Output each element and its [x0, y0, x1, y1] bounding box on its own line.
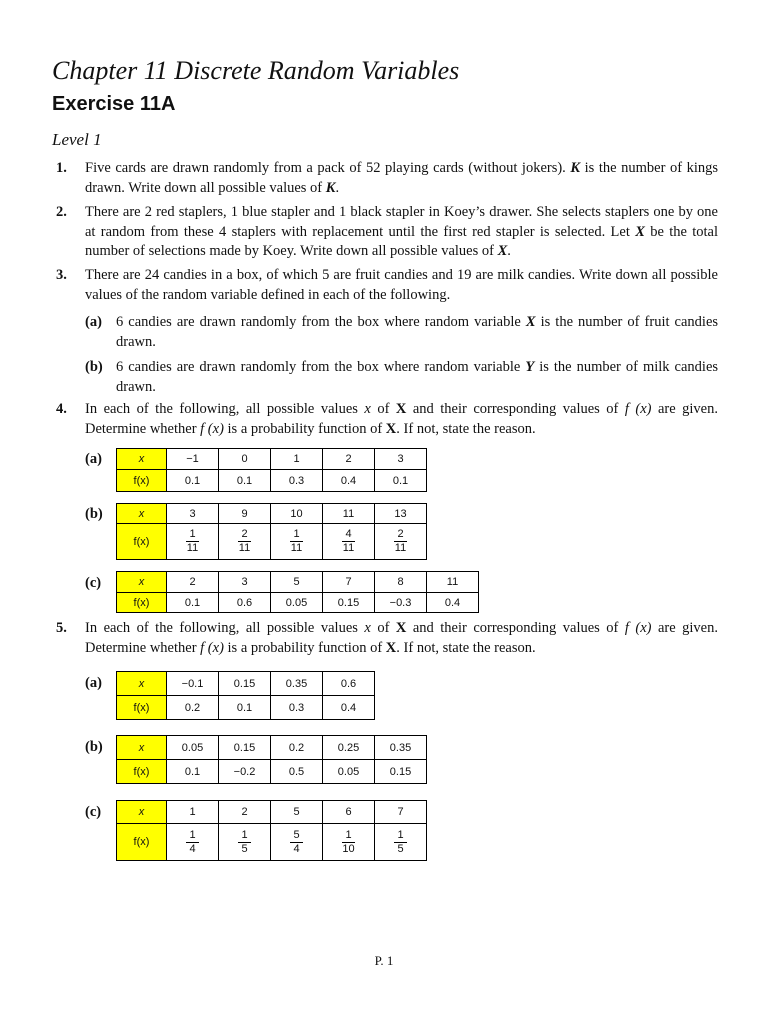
probability-table-4a: [116, 448, 427, 492]
x-header-cell: x: [117, 572, 167, 593]
fraction: $\frac{1}{4}$: [186, 829, 198, 856]
fx-cell: 0.1: [167, 470, 219, 492]
part-label: (b): [85, 359, 103, 375]
table-label-4c: (c): [85, 575, 102, 591]
x-cell: 11: [323, 504, 375, 524]
fx-cell: 0.2: [167, 696, 219, 720]
x-cell: 1: [167, 801, 219, 824]
x-cell: 5: [271, 801, 323, 824]
question-number: 2.: [56, 204, 67, 220]
fx-cell: [219, 824, 271, 861]
x-cell: 3: [219, 572, 271, 593]
question-number: 3.: [56, 267, 67, 283]
part-text: 6 candies are drawn randomly from the box where random variable Y is the number of milk candies drawn.: [116, 359, 719, 395]
x-cell: 0.25: [323, 736, 375, 760]
x-cell: 0.05: [167, 736, 219, 760]
probability-table-5c: [116, 800, 427, 861]
question-text: Five cards are drawn randomly from a pack of 52 playing cards (without jokers). K is the number of kings drawn. Write down all possible values of K.: [85, 160, 719, 196]
exercise-title: Exercise 11A: [52, 93, 176, 115]
fx-header-cell: f(x): [117, 760, 167, 784]
page-number: P. 1: [374, 953, 394, 968]
fx-cell: [271, 524, 323, 560]
x-cell: −1: [167, 449, 219, 470]
question-3: [56, 266, 718, 305]
table-label-5a: (a): [85, 675, 102, 691]
x-cell: 0.15: [219, 736, 271, 760]
fx-row: [117, 760, 427, 784]
fx-cell: 0.05: [271, 593, 323, 613]
x-cell: 2: [219, 801, 271, 824]
fx-cell: 0.1: [167, 760, 219, 784]
fx-header-cell: f(x): [117, 524, 167, 560]
question-2: [56, 203, 718, 262]
table-label-5c: (c): [85, 804, 102, 820]
fx-cell: 0.4: [323, 470, 375, 492]
fx-cell: 0.4: [427, 593, 479, 613]
x-cell: 0.15: [219, 672, 271, 696]
fx-cell: [323, 524, 375, 560]
x-cell: 3: [375, 449, 427, 470]
x-row: [117, 801, 427, 824]
fx-cell: 0.1: [167, 593, 219, 613]
fraction: $\frac{1}{11}$: [186, 528, 199, 554]
x-header-cell: x: [117, 801, 167, 824]
x-row: [117, 504, 427, 524]
question-number: 1.: [56, 160, 67, 176]
x-cell: 10: [271, 504, 323, 524]
x-header-cell: x: [117, 504, 167, 524]
question-4: [56, 400, 718, 439]
x-header-cell: x: [117, 449, 167, 470]
chapter-title: Chapter 11 Discrete Random Variables: [52, 56, 460, 85]
part-label: (a): [85, 314, 102, 330]
fraction: $\frac{2}{11}$: [238, 528, 251, 554]
question-text: In each of the following, all possible values x of X and their corresponding values of f (x) are given. Determine whether f (x) is a probability function of X. If not, state the reason.: [85, 620, 718, 656]
fx-cell: 0.1: [219, 696, 271, 720]
x-cell: 9: [219, 504, 271, 524]
x-row: [117, 449, 427, 470]
x-row: [117, 572, 479, 593]
question-1: [56, 159, 718, 198]
x-cell: 6: [323, 801, 375, 824]
fx-row: [117, 696, 375, 720]
fx-header-cell: f(x): [117, 470, 167, 492]
fx-row: [117, 593, 479, 613]
fx-cell: [375, 824, 427, 861]
table-label-4a: (a): [85, 451, 102, 467]
x-cell: 8: [375, 572, 427, 593]
question-text: There are 2 red staplers, 1 blue stapler and 1 black stapler in Koey’s drawer. She selects staplers one by one at random from these 4 staplers with replacement until the first red stapler is selected. Let X be the total number of selections made by Koey. Write down all possible values of X.: [85, 204, 719, 259]
x-cell: 7: [375, 801, 427, 824]
probability-table-4b: [116, 503, 427, 560]
x-header-cell: x: [117, 672, 167, 696]
x-cell: 0.35: [375, 736, 427, 760]
fx-header-cell: f(x): [117, 824, 167, 861]
fx-cell: 0.15: [323, 593, 375, 613]
fraction: $\frac{1}{10}$: [342, 828, 355, 855]
x-header-cell: x: [117, 736, 167, 760]
fraction: $\frac{1}{11}$: [290, 528, 303, 554]
fx-row: [117, 824, 427, 861]
fx-cell: [167, 824, 219, 861]
fx-row: [117, 524, 427, 560]
question-number: 4.: [56, 401, 67, 417]
fx-cell: 0.1: [375, 470, 427, 492]
x-cell: 11: [427, 572, 479, 593]
fraction: $\frac{4}{11}$: [342, 528, 355, 554]
fraction: $\frac{1}{5}$: [238, 829, 250, 856]
part-text: 6 candies are drawn randomly from the box where random variable X is the number of fruit candies drawn.: [116, 314, 719, 350]
fx-cell: 0.6: [219, 593, 271, 613]
x-cell: 0.6: [323, 672, 375, 696]
fx-cell: 0.4: [323, 696, 375, 720]
x-cell: 5: [271, 572, 323, 593]
x-cell: 0: [219, 449, 271, 470]
probability-table-4c: [116, 571, 479, 613]
x-cell: 3: [167, 504, 219, 524]
x-cell: 2: [167, 572, 219, 593]
fx-cell: −0.3: [375, 593, 427, 613]
fx-cell: 0.1: [219, 470, 271, 492]
fx-cell: [375, 524, 427, 560]
x-cell: 13: [375, 504, 427, 524]
probability-table-5b: [116, 735, 427, 784]
x-cell: 7: [323, 572, 375, 593]
probability-table-5a: [116, 671, 375, 720]
fx-cell: 0.5: [271, 760, 323, 784]
fx-cell: [219, 524, 271, 560]
x-cell: 0.2: [271, 736, 323, 760]
fx-cell: [271, 824, 323, 861]
question-text: There are 24 candies in a box, of which 5 are fruit candies and 19 are milk candies. Write down all possible values of the random variable defined in each of the following.: [85, 267, 718, 303]
fx-cell: −0.2: [219, 760, 271, 784]
level-heading: Level 1: [52, 130, 102, 149]
question-5: [56, 619, 718, 658]
x-cell: 2: [323, 449, 375, 470]
fx-cell: 0.3: [271, 470, 323, 492]
fx-cell: 0.05: [323, 760, 375, 784]
fx-row: [117, 470, 427, 492]
table-label-5b: (b): [85, 739, 103, 755]
fraction: $\frac{2}{11}$: [394, 528, 407, 554]
question-3a: [85, 313, 718, 352]
x-cell: 0.35: [271, 672, 323, 696]
fx-header-cell: f(x): [117, 593, 167, 613]
fx-cell: 0.3: [271, 696, 323, 720]
question-number: 5.: [56, 620, 67, 636]
x-cell: −0.1: [167, 672, 219, 696]
x-row: [117, 672, 375, 696]
x-cell: 1: [271, 449, 323, 470]
fx-header-cell: f(x): [117, 696, 167, 720]
fx-cell: 0.15: [375, 760, 427, 784]
fraction: $\frac{1}{5}$: [394, 829, 406, 856]
question-3b: [85, 358, 718, 397]
table-label-4b: (b): [85, 506, 103, 522]
x-row: [117, 736, 427, 760]
fraction: $\frac{5}{4}$: [290, 829, 302, 856]
question-text: In each of the following, all possible values x of X and their corresponding values of f (x) are given. Determine whether f (x) is a probability function of X. If not, state the reason.: [85, 401, 718, 437]
fx-cell: [167, 524, 219, 560]
fx-cell: [323, 824, 375, 861]
